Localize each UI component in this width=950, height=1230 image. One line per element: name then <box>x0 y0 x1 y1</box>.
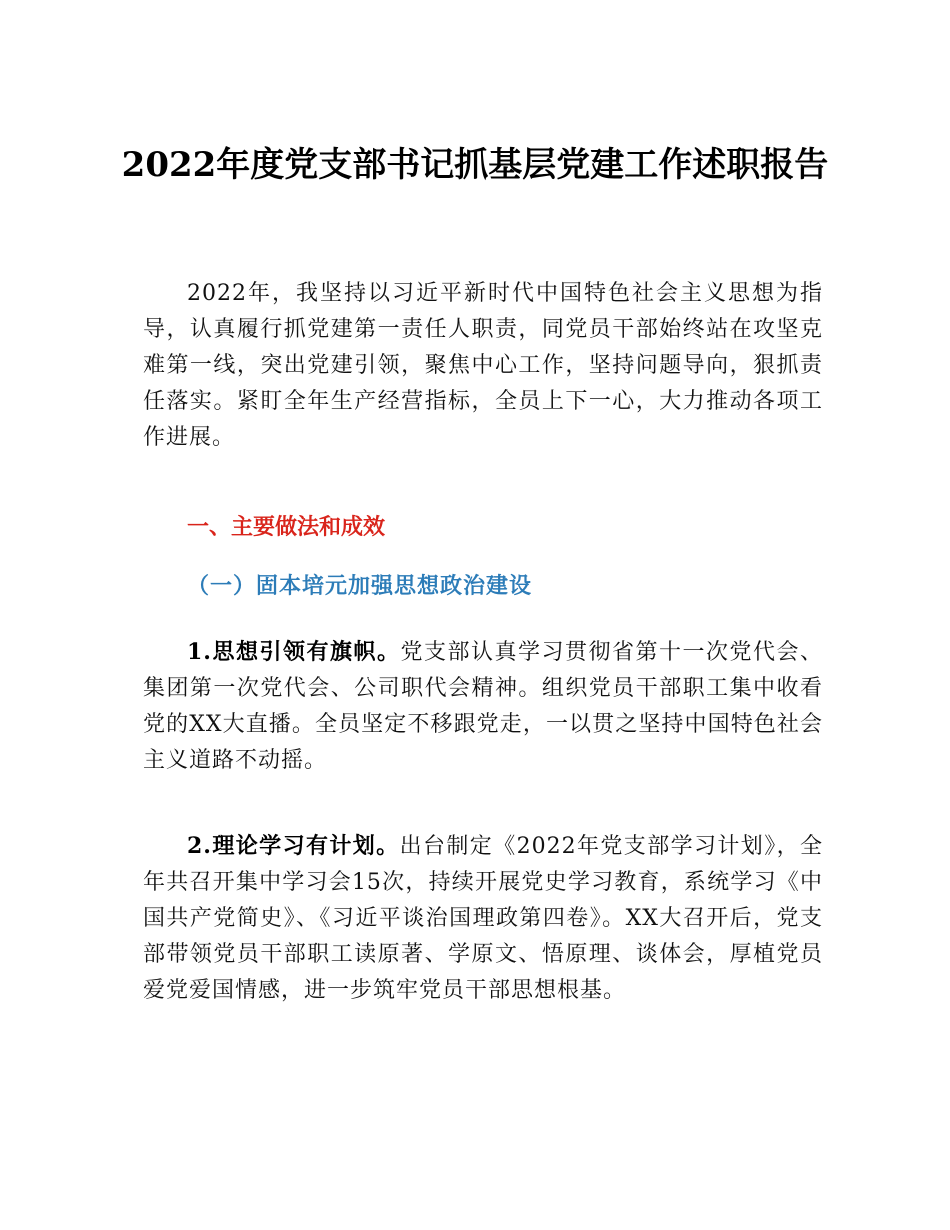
section-heading-main-practices: 一、主要做法和成效 <box>187 515 386 540</box>
item-text-2: 出台制定《2022年党支部学习计划》，全年共召开集中学习会15次，持续开展党史学习教育，系统学习《中国共产党简史》、《习近平谈治国理政第四卷》。XX大召开后，党支部带领党员干部职工读原著、学原文、悟原理、谈体会，厚植党员爱党爱国情感，进一步筑牢党员干部思想根基。 <box>143 834 824 1003</box>
subsection-heading-ideology: （一）固本培元加强思想政治建设 <box>187 573 533 599</box>
item-lead-2: 2.理论学习有计划。 <box>187 833 400 859</box>
item-lead-1: 1.思想引领有旗帜。 <box>187 639 401 665</box>
item-text-1: 党支部认真学习贯彻省第十一次党代会、集团第一次党代会、公司职代会精神。组织党员干部职工集中收看党的XX大直播。全员坚定不移跟党走，一以贯之坚持中国特色社会主义道路不动摇。 <box>143 640 823 773</box>
document-title: 2022年度党支部书记抓基层党建工作述职报告 <box>121 145 829 185</box>
intro-paragraph: 2022年，我坚持以习近平新时代中国特色社会主义思想为指导，认真履行抓党建第一责任人职责，同党员干部始终站在攻坚克难第一线，突出党建引领，聚焦中心工作，坚持问题导向，狠抓责任落实。紧盯全年生产经营指标，全员上下一心，大力推动各项工作进展。 <box>143 281 823 450</box>
item-paragraph-1 <box>143 634 823 779</box>
item-paragraph-2 <box>143 828 823 1009</box>
